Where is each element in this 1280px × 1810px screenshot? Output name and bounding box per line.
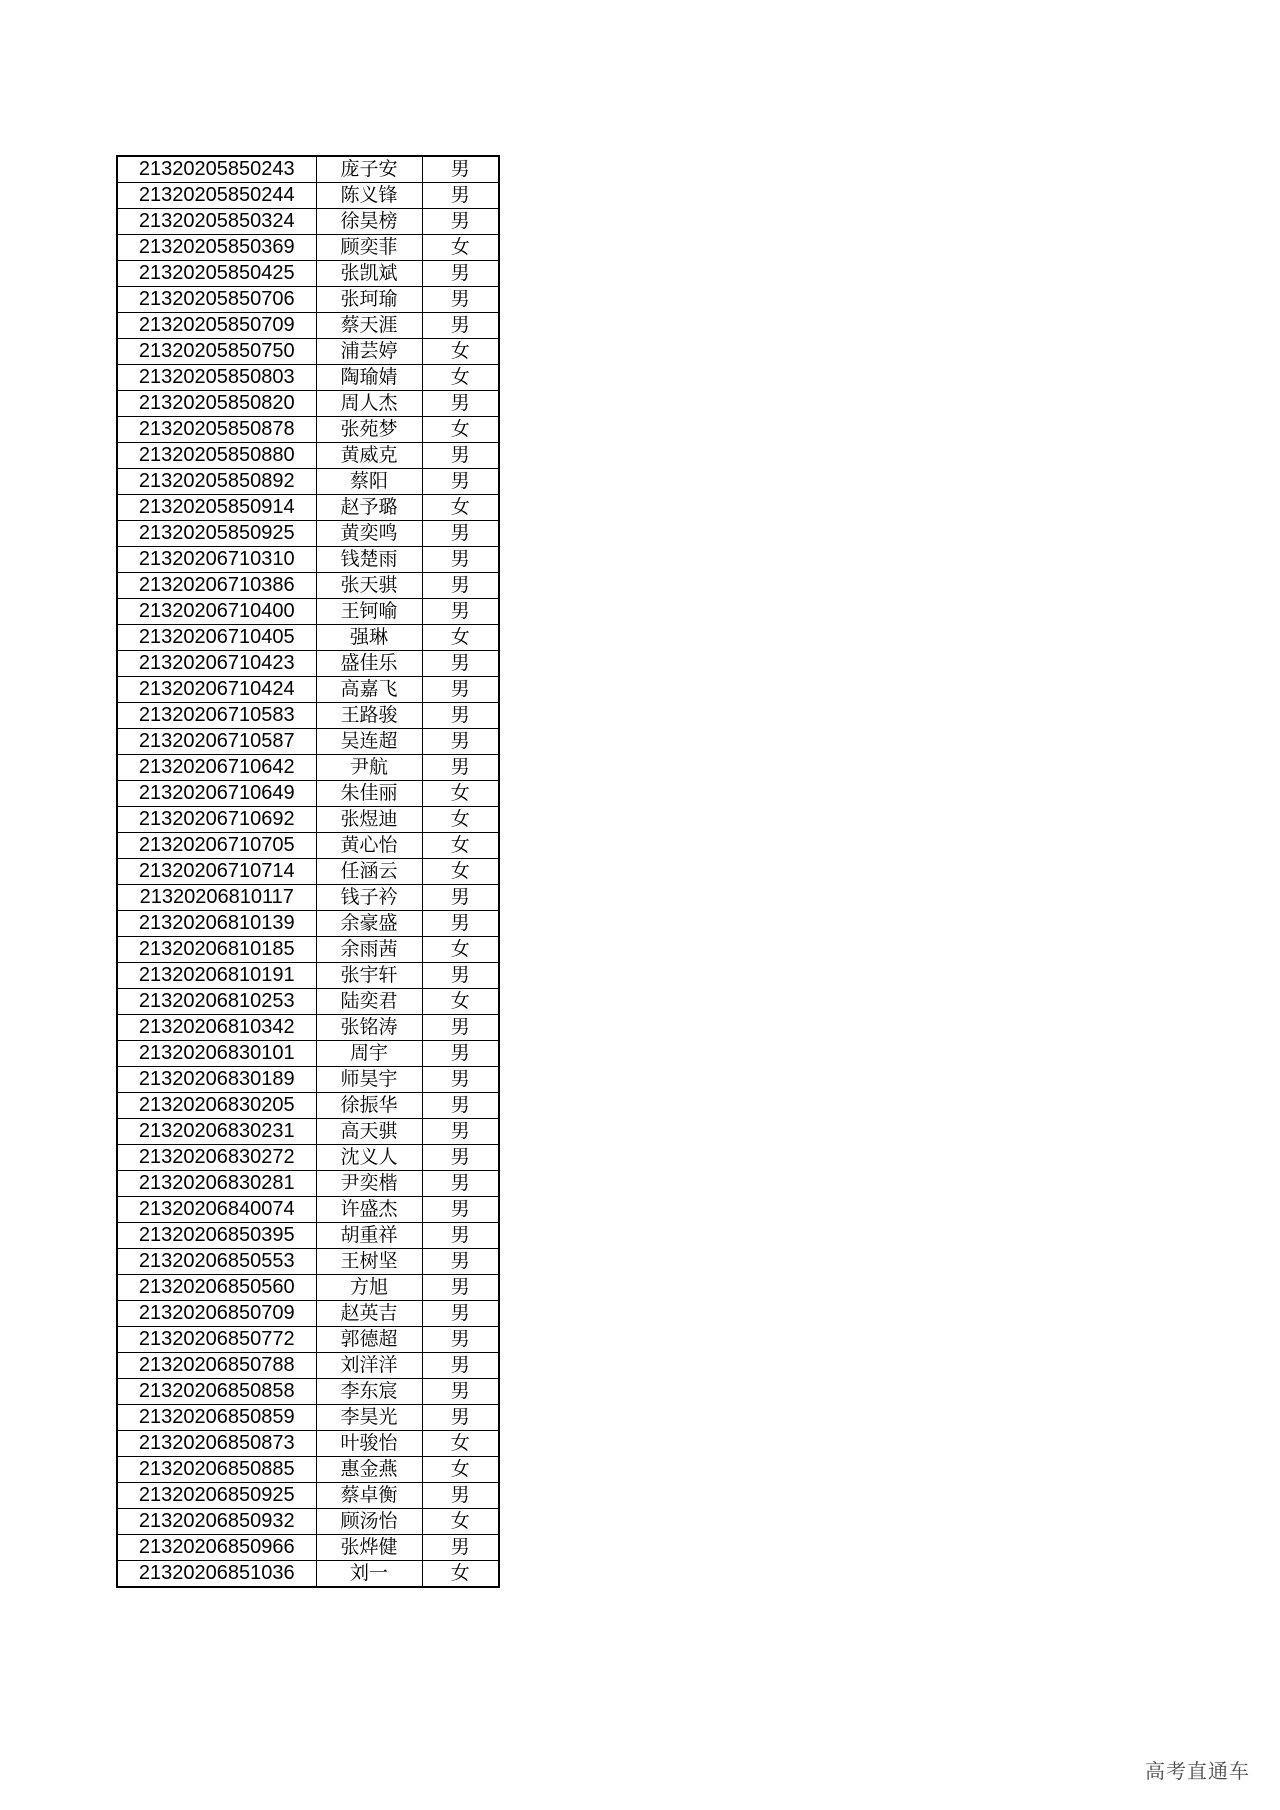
name-cell: 黄威克 (316, 443, 422, 469)
gender-cell: 男 (422, 261, 499, 287)
table-row (117, 365, 499, 391)
exam-id-cell: 21320206710692 (117, 807, 316, 833)
table-row (117, 599, 499, 625)
table-row (117, 807, 499, 833)
name-cell: 高天骐 (316, 1119, 422, 1145)
exam-id-cell: 21320206850553 (117, 1249, 316, 1275)
gender-cell: 男 (422, 911, 499, 937)
exam-id-cell: 21320206810253 (117, 989, 316, 1015)
name-cell: 师昊宇 (316, 1067, 422, 1093)
name-cell: 王树坚 (316, 1249, 422, 1275)
exam-id-cell: 21320206850932 (117, 1509, 316, 1535)
table-row (117, 1275, 499, 1301)
table-row (117, 755, 499, 781)
exam-id-cell: 21320205850878 (117, 417, 316, 443)
name-cell: 张苑梦 (316, 417, 422, 443)
table-row (117, 1457, 499, 1483)
table-body (117, 156, 499, 1587)
exam-id-cell: 21320206810185 (117, 937, 316, 963)
name-cell: 钱楚雨 (316, 547, 422, 573)
table-row (117, 1197, 499, 1223)
exam-id-cell: 21320206830189 (117, 1067, 316, 1093)
exam-id-cell: 21320205850706 (117, 287, 316, 313)
table-row (117, 1431, 499, 1457)
gender-cell: 男 (422, 1249, 499, 1275)
gender-cell: 男 (422, 963, 499, 989)
gender-cell: 男 (422, 1093, 499, 1119)
gender-cell: 男 (422, 1275, 499, 1301)
gender-cell: 男 (422, 573, 499, 599)
exam-id-cell: 21320206710424 (117, 677, 316, 703)
name-cell: 高嘉飞 (316, 677, 422, 703)
name-cell: 胡重祥 (316, 1223, 422, 1249)
table-row (117, 469, 499, 495)
table-row (117, 1223, 499, 1249)
exam-id-cell: 21320205850914 (117, 495, 316, 521)
gender-cell: 女 (422, 365, 499, 391)
table-row (117, 677, 499, 703)
exam-id-cell: 21320205850892 (117, 469, 316, 495)
name-cell: 顾汤怡 (316, 1509, 422, 1535)
table-row (117, 1145, 499, 1171)
table-row (117, 1067, 499, 1093)
table-row (117, 547, 499, 573)
exam-id-cell: 21320206850859 (117, 1405, 316, 1431)
gender-cell: 男 (422, 1197, 499, 1223)
table-row (117, 443, 499, 469)
name-cell: 陶瑜婧 (316, 365, 422, 391)
table-row (117, 1535, 499, 1561)
exam-id-cell: 21320206710649 (117, 781, 316, 807)
name-cell: 强琳 (316, 625, 422, 651)
name-cell: 朱佳丽 (316, 781, 422, 807)
exam-id-cell: 21320205850820 (117, 391, 316, 417)
exam-id-cell: 21320206810342 (117, 1015, 316, 1041)
gender-cell: 男 (422, 391, 499, 417)
exam-id-cell: 21320206850966 (117, 1535, 316, 1561)
exam-id-cell: 21320206850885 (117, 1457, 316, 1483)
exam-id-cell: 21320206830272 (117, 1145, 316, 1171)
gender-cell: 男 (422, 755, 499, 781)
exam-id-cell: 21320206810191 (117, 963, 316, 989)
name-cell: 王钶喻 (316, 599, 422, 625)
exam-id-cell: 21320206850772 (117, 1327, 316, 1353)
gender-cell: 男 (422, 156, 499, 183)
table-row (117, 209, 499, 235)
name-cell: 庞子安 (316, 156, 422, 183)
name-cell: 李昊光 (316, 1405, 422, 1431)
exam-id-cell: 21320205850369 (117, 235, 316, 261)
table-row (117, 521, 499, 547)
table-row (117, 963, 499, 989)
name-cell: 许盛杰 (316, 1197, 422, 1223)
name-cell: 钱子衿 (316, 885, 422, 911)
gender-cell: 男 (422, 1405, 499, 1431)
gender-cell: 男 (422, 729, 499, 755)
table-row (117, 339, 499, 365)
exam-id-cell: 21320206710642 (117, 755, 316, 781)
table-row (117, 183, 499, 209)
name-cell: 张铭涛 (316, 1015, 422, 1041)
table-row (117, 261, 499, 287)
name-cell: 方旭 (316, 1275, 422, 1301)
gender-cell: 男 (422, 287, 499, 313)
table-row (117, 729, 499, 755)
table-row (117, 235, 499, 261)
exam-id-cell: 21320206810117 (117, 885, 316, 911)
gender-cell: 男 (422, 1353, 499, 1379)
gender-cell: 女 (422, 833, 499, 859)
name-cell: 吴连超 (316, 729, 422, 755)
exam-id-cell: 21320206840074 (117, 1197, 316, 1223)
table-row (117, 1171, 499, 1197)
name-cell: 蔡阳 (316, 469, 422, 495)
table-row (117, 495, 499, 521)
table-row (117, 1379, 499, 1405)
table-row (117, 417, 499, 443)
gender-cell: 男 (422, 885, 499, 911)
gender-cell: 男 (422, 1223, 499, 1249)
exam-id-cell: 21320206710705 (117, 833, 316, 859)
exam-id-cell: 21320206850925 (117, 1483, 316, 1509)
name-cell: 余雨茜 (316, 937, 422, 963)
table-row (117, 156, 499, 183)
gender-cell: 女 (422, 807, 499, 833)
table-row (117, 989, 499, 1015)
gender-cell: 男 (422, 469, 499, 495)
table-row (117, 287, 499, 313)
table-row (117, 1015, 499, 1041)
gender-cell: 女 (422, 625, 499, 651)
gender-cell: 男 (422, 1483, 499, 1509)
gender-cell: 女 (422, 781, 499, 807)
gender-cell: 男 (422, 1535, 499, 1561)
name-cell: 浦芸婷 (316, 339, 422, 365)
table-row (117, 1327, 499, 1353)
gender-cell: 女 (422, 937, 499, 963)
gender-cell: 男 (422, 521, 499, 547)
gender-cell: 女 (422, 235, 499, 261)
name-cell: 张凯斌 (316, 261, 422, 287)
gender-cell: 女 (422, 339, 499, 365)
exam-id-cell: 21320206850709 (117, 1301, 316, 1327)
gender-cell: 女 (422, 1457, 499, 1483)
name-cell: 陈义锋 (316, 183, 422, 209)
gender-cell: 男 (422, 1379, 499, 1405)
gender-cell: 男 (422, 1145, 499, 1171)
name-cell: 张煜迪 (316, 807, 422, 833)
name-cell: 蔡卓衡 (316, 1483, 422, 1509)
name-cell: 周人杰 (316, 391, 422, 417)
table-row (117, 1041, 499, 1067)
gender-cell: 女 (422, 1561, 499, 1588)
gender-cell: 男 (422, 1041, 499, 1067)
exam-id-cell: 21320205850324 (117, 209, 316, 235)
exam-id-cell: 21320205850803 (117, 365, 316, 391)
table-row (117, 1353, 499, 1379)
exam-id-cell: 21320206810139 (117, 911, 316, 937)
table-row (117, 1093, 499, 1119)
name-cell: 张烨健 (316, 1535, 422, 1561)
table-row (117, 1509, 499, 1535)
gender-cell: 女 (422, 859, 499, 885)
name-cell: 黄奕鸣 (316, 521, 422, 547)
name-cell: 盛佳乐 (316, 651, 422, 677)
table-row (117, 781, 499, 807)
table-row (117, 859, 499, 885)
table-row (117, 573, 499, 599)
gender-cell: 男 (422, 1015, 499, 1041)
gender-cell: 男 (422, 183, 499, 209)
exam-id-cell: 21320206830101 (117, 1041, 316, 1067)
exam-id-cell: 21320206850788 (117, 1353, 316, 1379)
table-row (117, 937, 499, 963)
gender-cell: 男 (422, 443, 499, 469)
exam-id-cell: 21320206850560 (117, 1275, 316, 1301)
table-row (117, 1301, 499, 1327)
watermark-text: 高考直通车 (1145, 1759, 1250, 1783)
name-cell: 叶骏怡 (316, 1431, 422, 1457)
name-cell: 任涵云 (316, 859, 422, 885)
gender-cell: 男 (422, 1327, 499, 1353)
table-row (117, 885, 499, 911)
name-cell: 刘洋洋 (316, 1353, 422, 1379)
name-cell: 陆奕君 (316, 989, 422, 1015)
name-cell: 徐振华 (316, 1093, 422, 1119)
student-table (116, 155, 500, 1588)
gender-cell: 男 (422, 1171, 499, 1197)
exam-id-cell: 21320205850880 (117, 443, 316, 469)
exam-id-cell: 21320206830281 (117, 1171, 316, 1197)
name-cell: 张天骐 (316, 573, 422, 599)
gender-cell: 男 (422, 209, 499, 235)
name-cell: 尹航 (316, 755, 422, 781)
exam-id-cell: 21320206850873 (117, 1431, 316, 1457)
gender-cell: 男 (422, 313, 499, 339)
exam-id-cell: 21320206851036 (117, 1561, 316, 1588)
name-cell: 赵英吉 (316, 1301, 422, 1327)
gender-cell: 女 (422, 1509, 499, 1535)
exam-id-cell: 21320206710405 (117, 625, 316, 651)
table-row (117, 703, 499, 729)
exam-id-cell: 21320206710400 (117, 599, 316, 625)
table-row (117, 1119, 499, 1145)
gender-cell: 男 (422, 599, 499, 625)
gender-cell: 女 (422, 495, 499, 521)
gender-cell: 男 (422, 651, 499, 677)
gender-cell: 男 (422, 677, 499, 703)
exam-id-cell: 21320206710423 (117, 651, 316, 677)
table-row (117, 911, 499, 937)
name-cell: 王路骏 (316, 703, 422, 729)
gender-cell: 男 (422, 1067, 499, 1093)
table-row (117, 1405, 499, 1431)
exam-id-cell: 21320205850709 (117, 313, 316, 339)
exam-id-cell: 21320206710714 (117, 859, 316, 885)
name-cell: 徐昊榜 (316, 209, 422, 235)
gender-cell: 女 (422, 1431, 499, 1457)
gender-cell: 男 (422, 703, 499, 729)
exam-id-cell: 21320206710587 (117, 729, 316, 755)
name-cell: 黄心怡 (316, 833, 422, 859)
table-row (117, 1561, 499, 1588)
exam-id-cell: 21320206850395 (117, 1223, 316, 1249)
table-row (117, 833, 499, 859)
name-cell: 郭德超 (316, 1327, 422, 1353)
name-cell: 蔡天涯 (316, 313, 422, 339)
name-cell: 李东宸 (316, 1379, 422, 1405)
name-cell: 惠金燕 (316, 1457, 422, 1483)
name-cell: 刘一 (316, 1561, 422, 1588)
exam-id-cell: 21320206710386 (117, 573, 316, 599)
exam-id-cell: 21320205850750 (117, 339, 316, 365)
exam-id-cell: 21320206830231 (117, 1119, 316, 1145)
name-cell: 周宇 (316, 1041, 422, 1067)
table-row (117, 391, 499, 417)
gender-cell: 女 (422, 989, 499, 1015)
exam-id-cell: 21320206850858 (117, 1379, 316, 1405)
table-row (117, 651, 499, 677)
exam-id-cell: 21320206710310 (117, 547, 316, 573)
exam-id-cell: 21320205850925 (117, 521, 316, 547)
name-cell: 余豪盛 (316, 911, 422, 937)
gender-cell: 女 (422, 417, 499, 443)
exam-id-cell: 21320205850244 (117, 183, 316, 209)
table-row (117, 313, 499, 339)
table-row (117, 1483, 499, 1509)
gender-cell: 男 (422, 547, 499, 573)
gender-cell: 男 (422, 1301, 499, 1327)
gender-cell: 男 (422, 1119, 499, 1145)
name-cell: 张宇轩 (316, 963, 422, 989)
exam-id-cell: 21320206830205 (117, 1093, 316, 1119)
table-row (117, 625, 499, 651)
name-cell: 顾奕菲 (316, 235, 422, 261)
name-cell: 尹奕楷 (316, 1171, 422, 1197)
name-cell: 沈义人 (316, 1145, 422, 1171)
exam-id-cell: 21320205850425 (117, 261, 316, 287)
table-row (117, 1249, 499, 1275)
exam-id-cell: 21320206710583 (117, 703, 316, 729)
exam-id-cell: 21320205850243 (117, 156, 316, 183)
name-cell: 赵予璐 (316, 495, 422, 521)
name-cell: 张珂瑜 (316, 287, 422, 313)
